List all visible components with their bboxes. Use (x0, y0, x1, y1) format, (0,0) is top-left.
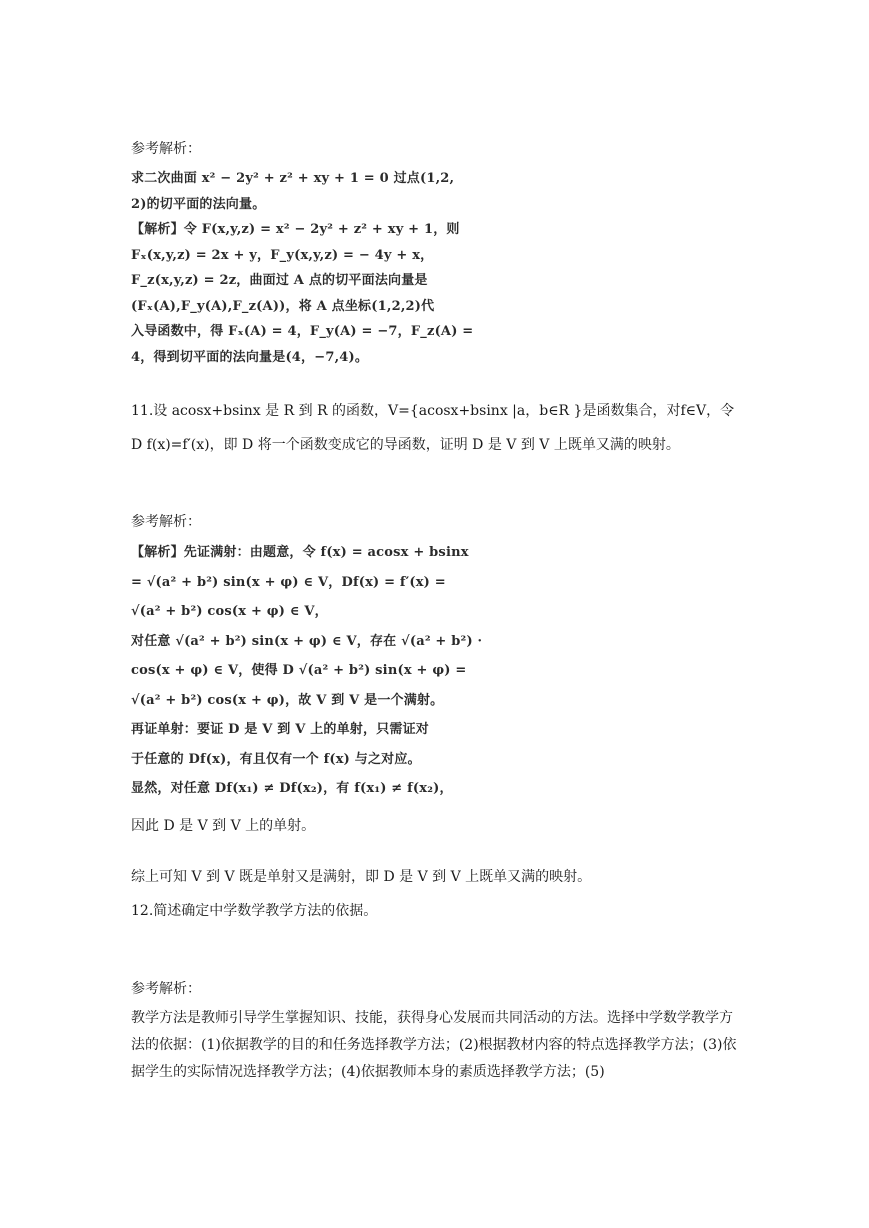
reference-answer-label-3: 参考解析： (131, 981, 201, 997)
scan1-line: 4，得到切平面的法向量是(4，−7,4)。 (131, 349, 369, 365)
scan2-line: 对任意 √(a² + b²) sin(x + φ) ∈ V，存在 √(a² + b²) · (131, 633, 483, 649)
reference-answer-label-1: 参考解析： (131, 141, 201, 157)
question-11-line1: 11.设 acosx+bsinx 是 R 到 R 的函数，V={acosx+bsinx |a，b∈R }是函数集合，对f∈V，令 (131, 403, 735, 419)
scan2-line: 显然，对任意 Df(x₁) ≠ Df(x₂)，有 f(x₁) ≠ f(x₂)， (131, 781, 453, 796)
scanned-solution-q11 (131, 538, 482, 804)
scan2-line: cos(x + φ) ∈ V，使得 D √(a² + b²) sin(x + φ) = (131, 663, 467, 678)
scan1-line: F_z(x,y,z) = 2z，曲面过 A 点的切平面法向量是 (131, 273, 428, 288)
scan1-line: 入导函数中，得 Fₓ(A) = 4，F_y(A) = −7，F_z(A) = (131, 324, 474, 339)
paragraph-summary: 综上可知 V 到 V 既是单射又是满射，即 D 是 V 到 V 上既单又满的映射。 (131, 869, 592, 885)
scan2-line: = √(a² + b²) sin(x + φ) ∈ V，Df(x) = f′(x) = (131, 574, 446, 590)
scan1-line: 【解析】令 F(x,y,z) = x² − 2y² + z² + xy + 1，则 (131, 222, 460, 237)
scan2-line: 于任意的 Df(x)，有且仅有一个 f(x) 与之对应。 (131, 751, 421, 767)
paragraph-single-injection: 因此 D 是 V 到 V 上的单射。 (131, 818, 316, 834)
answer-12-paragraph: 教学方法是教师引导学生掌握知识、技能，获得身心发展而共同活动的方法。选择中学数学教学方法的依据：(1)依据教学的目的和任务选择教学方法；(2)根据教材内容的特点选择教学方法；(3)依据学生的实际情况选择教学方法；(4)依据教师本身的素质选择教学方法；(5) (131, 1010, 737, 1080)
scan1-line: Fₓ(x,y,z) = 2x + y，F_y(x,y,z) = − 4y + x， (131, 247, 434, 263)
reference-answer-label-2: 参考解析： (131, 514, 201, 530)
scan2-line: 再证单射：要证 D 是 V 到 V 上的单射，只需证对 (131, 722, 430, 737)
scan1-line: (Fₓ(A),F_y(A),F_z(A))，将 A 点坐标(1,2,2)代 (131, 298, 435, 314)
scan2-line: 【解析】先证满射：由题意，令 f(x) = acosx + bsinx (131, 545, 469, 560)
question-12: 12.简述确定中学数学教学方法的依据。 (131, 903, 378, 919)
scan1-line: 2)的切平面的法向量。 (131, 196, 266, 212)
scanned-solution-q10 (131, 166, 473, 370)
question-11-line2: D f(x)=f′(x)，即 D 将一个函数变成它的导函数，证明 D 是 V 到 V 上既单又满的映射。 (131, 437, 680, 453)
scan2-line: √(a² + b²) cos(x + φ)，故 V 到 V 是一个满射。 (131, 692, 444, 708)
scan1-line: 求二次曲面 x² − 2y² + z² + xy + 1 = 0 过点(1,2, (131, 171, 455, 186)
scan2-line: √(a² + b²) cos(x + φ) ∈ V， (131, 604, 328, 619)
